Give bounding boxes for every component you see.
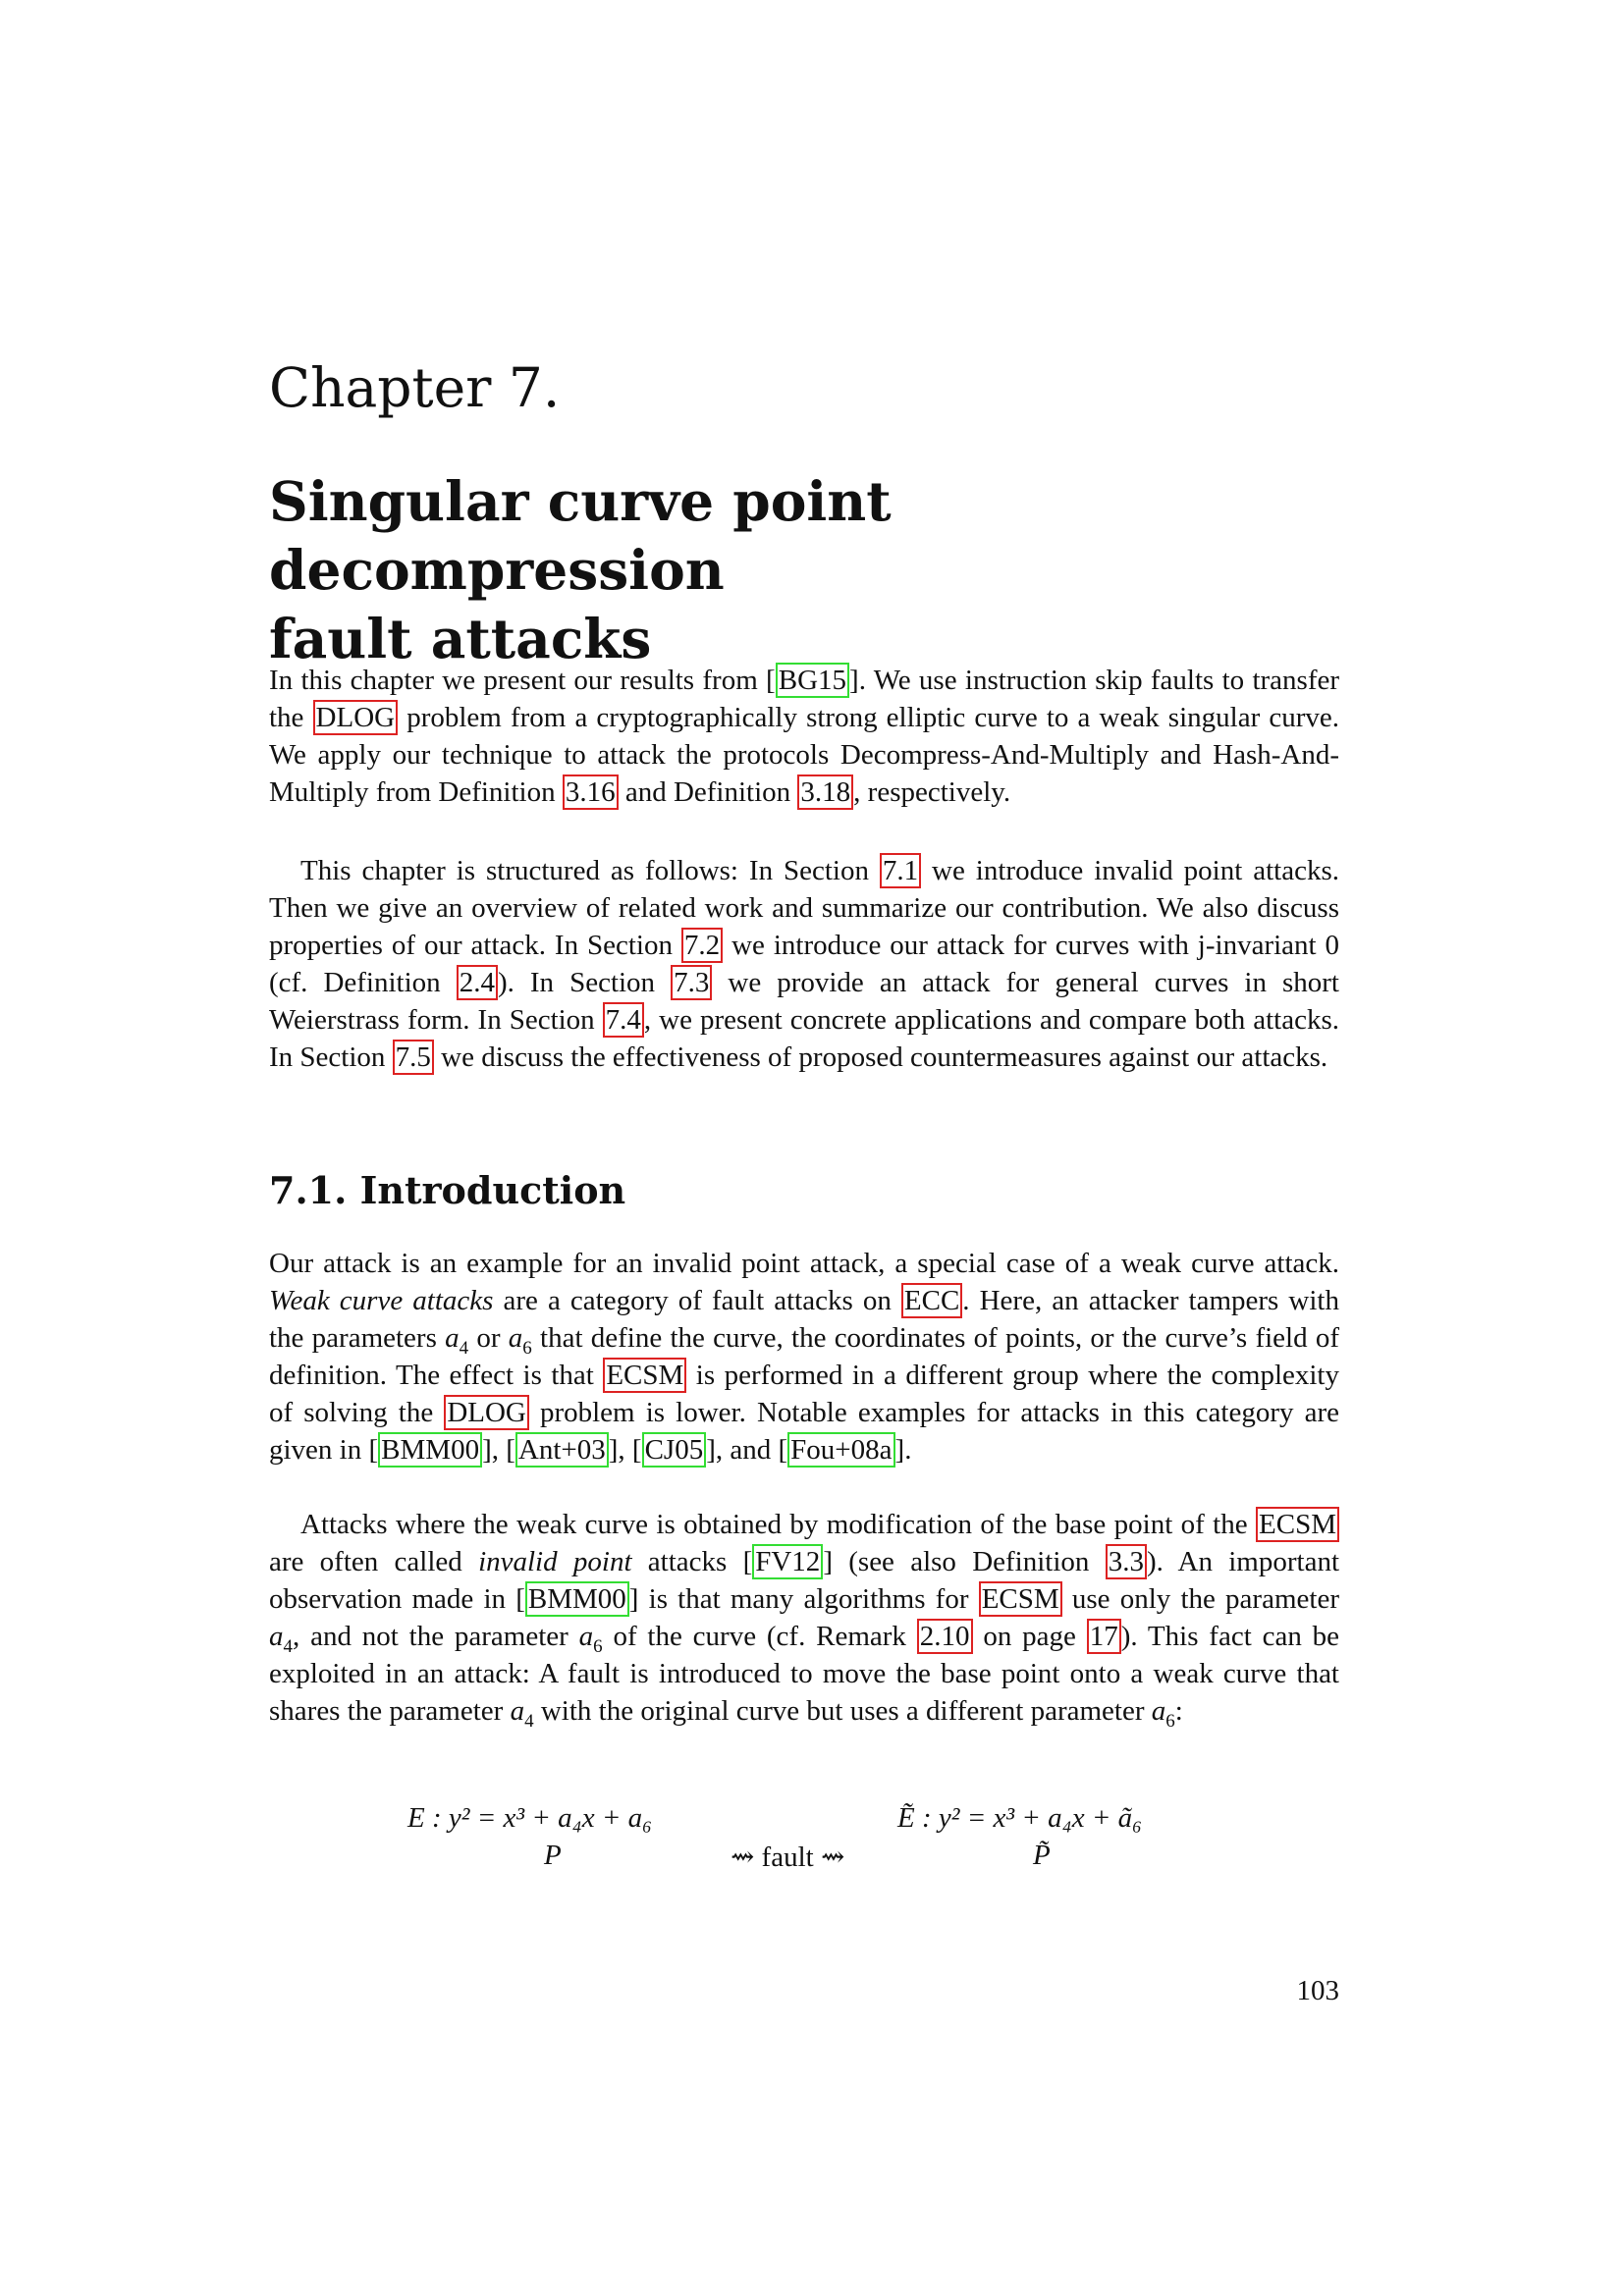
cite-cj05[interactable]: CJ05 xyxy=(642,1432,707,1468)
intro-paragraph: In this chapter we present our results from [ BG15 ]. We use instruction skip faults to transfer the DLOG problem from a cryptographically strong elliptic curve to a weak singular curve. We apply our technique to attack the protocols Decompress-And-Multiply and Hash-And-Multiply from Definition 3.16 and Definition 3.18 , respectively. xyxy=(269,665,1339,808)
cite-fv12[interactable]: FV12 xyxy=(752,1544,823,1579)
intro-section-paragraph-1: Our attack is an example for an invalid point attack, a special case of a weak curve attack. Weak curve attacks are a category of fault attacks on ECC . Here, an attacker tampers with the parameters $a_4$ or $a_6$ that define the curve, the coordinates of points, or the curve’s field of definition. The effect is that ECSM is performed in a different group where the complexity of solving the DLOG problem is lower. Notable examples for attacks in this category are given in [ BMM00 ], [ Ant+03 ], [ CJ05 ], and [ Fou+08a ]. xyxy=(269,1248,1339,1466)
chapter-title-line1: Singular curve point decompression xyxy=(269,469,892,602)
cite-bg15[interactable]: BG15 xyxy=(776,663,849,698)
acronym-ecsm-2[interactable]: ECSM xyxy=(1256,1507,1339,1542)
emphasis-weak-curve-attacks: Weak curve attacks xyxy=(269,1285,494,1316)
chapter-title-line2: fault attacks xyxy=(269,607,652,670)
page-number: 103 xyxy=(1296,1975,1339,2006)
chapter-label: Chapter 7. xyxy=(269,356,561,419)
emphasis-invalid-point: invalid point xyxy=(478,1546,632,1577)
ref-section-7-3[interactable]: 7.3 xyxy=(671,965,712,1000)
chapter-title xyxy=(269,467,1339,673)
ref-def-3-16[interactable]: 3.16 xyxy=(563,774,619,810)
ref-def-3-3[interactable]: 3.3 xyxy=(1106,1544,1147,1579)
acronym-dlog-2[interactable]: DLOG xyxy=(444,1395,529,1430)
equation-fault-arrow: ⇝ fault ⇝ xyxy=(731,1842,845,1873)
section-title: 7.1. Introduction xyxy=(269,1168,626,1212)
equation-weak-curve: Ẽ : y² = x³ + a₄x + ã₆ xyxy=(897,1802,1143,1834)
ref-section-7-1[interactable]: 7.1 xyxy=(880,853,921,888)
cite-fou08a[interactable]: Fou+08a xyxy=(787,1432,894,1468)
ref-page-17[interactable]: 17 xyxy=(1087,1619,1121,1654)
ref-section-7-5[interactable]: 7.5 xyxy=(393,1040,434,1075)
ref-remark-2-10[interactable]: 2.10 xyxy=(917,1619,973,1654)
cite-bmm00[interactable]: BMM00 xyxy=(378,1432,482,1468)
acronym-ecsm[interactable]: ECSM xyxy=(603,1358,686,1393)
acronym-ecc[interactable]: ECC xyxy=(901,1283,962,1318)
acronym-ecsm-3[interactable]: ECSM xyxy=(979,1581,1062,1617)
intro-section-paragraph-2: Attacks where the weak curve is obtained by modification of the base point of the ECSM are often called invalid point attacks [ FV12 ] (see also Definition 3.3 ). An important observation made in [ BMM00 ] is that many algorithms for ECSM use only the parameter $a_4$, and not the parameter $a_6$ of the curve (cf. Remark 2.10 on page 17 ). This fact can be exploited in an attack: A fault is introduced to move the base point onto a weak curve that shares the parameter $a_4$ with the original curve but uses a different parameter $a_6$: xyxy=(269,1509,1340,1732)
ref-def-3-18[interactable]: 3.18 xyxy=(797,774,853,810)
equation-weak-point: P̃ xyxy=(1033,1840,1051,1871)
ref-section-7-2[interactable]: 7.2 xyxy=(681,928,723,963)
ref-def-2-4[interactable]: 2.4 xyxy=(457,965,498,1000)
structure-paragraph: This chapter is structured as follows: In Section 7.1 we introduce invalid point attacks. Then we give an overview of related work and summarize our contribution. We also discuss properties of our attack. In Section 7.2 we introduce our attack for curves with j-invariant 0 (cf. Definition 2.4 ). In Section 7.3 we provide an attack for general curves in short Weierstrass form. In Section 7.4 , we present concrete applications and compare both attacks. In Section 7.5 we discuss the effectiveness of proposed countermeasures against our attacks. xyxy=(269,855,1339,1073)
equation-original-curve: E : y² = x³ + a₄x + a₆ xyxy=(407,1802,653,1834)
cite-ant03[interactable]: Ant+03 xyxy=(515,1432,609,1468)
equation-original-point: P xyxy=(544,1840,562,1871)
ref-section-7-4[interactable]: 7.4 xyxy=(603,1002,644,1038)
cite-bmm00-2[interactable]: BMM00 xyxy=(525,1581,629,1617)
acronym-dlog[interactable]: DLOG xyxy=(313,700,399,735)
